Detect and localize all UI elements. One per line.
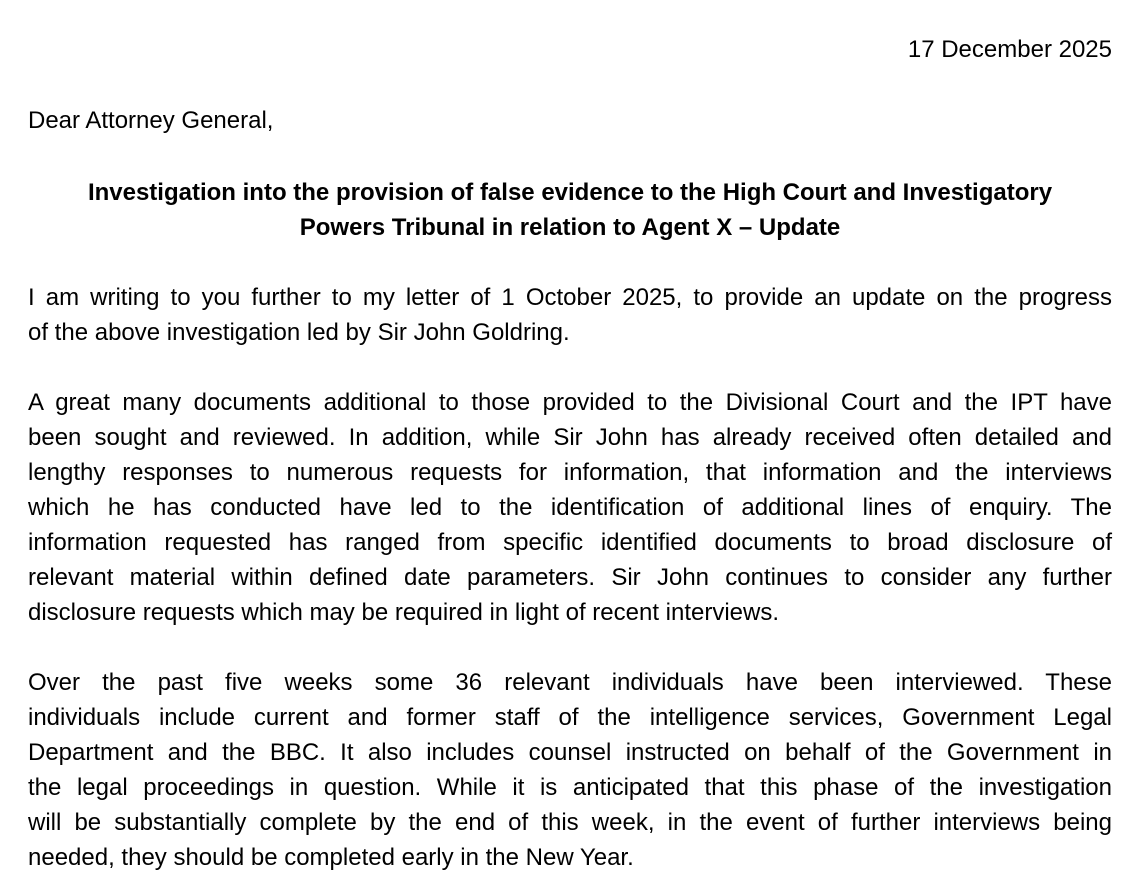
subject-line: Powers Tribunal in relation to Agent X – Update	[299, 214, 841, 241]
letter-date: 17 December 2025	[907, 36, 1112, 63]
salutation: Dear Attorney General,	[28, 107, 274, 134]
paragraph-line: information requested has ranged from specific identified documents to broad disclosure of	[28, 529, 1112, 556]
paragraph-line: been sought and reviewed. In addition, while Sir John has already received often detailed and	[28, 424, 1112, 451]
paragraph-line: the legal proceedings in question. While it is anticipated that this phase of the investigation	[28, 774, 1112, 801]
paragraph-line: needed, they should be completed early in the New Year.	[28, 844, 634, 871]
subject-heading	[28, 175, 1112, 245]
paragraph-line: will be substantially complete by the end of this week, in the event of further interviews being	[28, 809, 1112, 836]
paragraph-line: individuals include current and former staff of the intelligence services, Government Legal	[28, 704, 1112, 731]
paragraph-line: Over the past five weeks some 36 relevant individuals have been interviewed. These	[28, 669, 1112, 696]
paragraph-line: Department and the BBC. It also includes counsel instructed on behalf of the Government in	[28, 739, 1112, 766]
paragraph-line: lengthy responses to numerous requests for information, that information and the interviews	[28, 459, 1112, 486]
paragraph-2	[28, 385, 1112, 630]
paragraph-1	[28, 280, 1112, 350]
paragraph-line: of the above investigation led by Sir John Goldring.	[28, 319, 570, 346]
paragraph-3	[28, 665, 1112, 875]
paragraph-line: A great many documents additional to those provided to the Divisional Court and the IPT have	[28, 389, 1112, 416]
paragraph-line: relevant material within defined date parameters. Sir John continues to consider any further	[28, 564, 1112, 591]
subject-line: Investigation into the provision of false evidence to the High Court and Investigatory	[87, 179, 1053, 206]
paragraph-line: which he has conducted have led to the identification of additional lines of enquiry. The	[28, 494, 1112, 521]
paragraph-line: disclosure requests which may be required in light of recent interviews.	[28, 599, 780, 626]
paragraph-line: I am writing to you further to my letter of 1 October 2025, to provide an update on the progress	[28, 284, 1112, 311]
